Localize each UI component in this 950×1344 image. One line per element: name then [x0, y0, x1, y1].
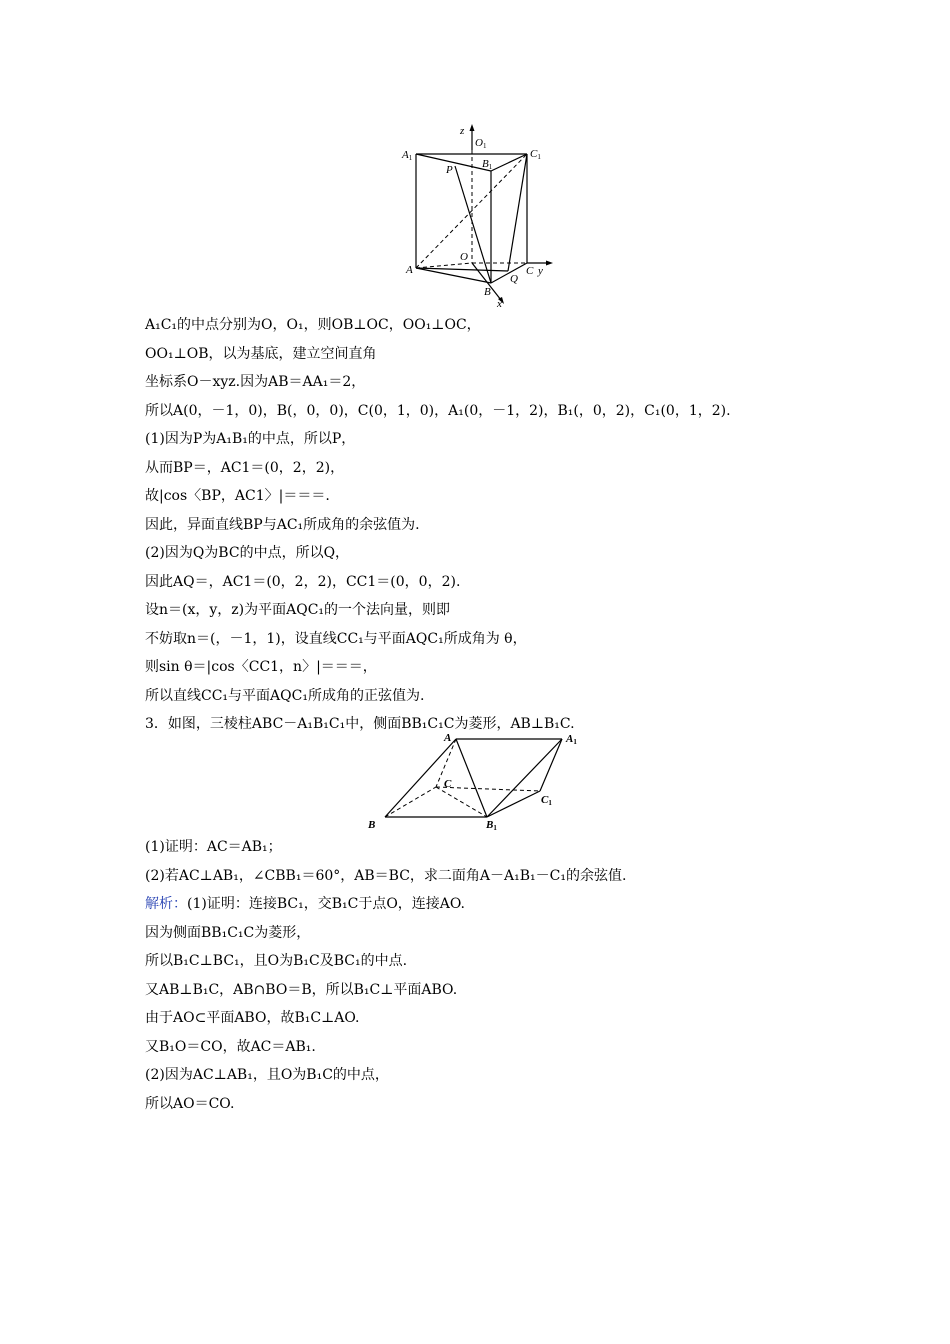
label-P: P [446, 164, 453, 176]
analysis-text: (1)证明：连接BC₁，交B₁C于点O，连接AO. [187, 896, 466, 912]
text-line: 因为侧面BB₁C₁C为菱形， [145, 924, 311, 941]
label-A1: A1 [566, 733, 577, 746]
analysis-line [145, 890, 626, 919]
text-line: 由于AO⊂平面ABO，故B₁C⊥AO. [145, 1010, 360, 1026]
text-line: 所以AO＝CO. [145, 1095, 235, 1112]
text-line: 所以A(0，－1，0)，B(，0，0)，C(0，1，0)，A₁(0，－1，2)，B₁(，0，2)，C₁(0，1，2). [145, 402, 731, 419]
label-C: C [444, 778, 452, 790]
text-line: 不妨取n＝(，－1，1)，设直线CC₁与平面AQC₁所成角为 θ， [145, 630, 527, 647]
text-line: 所以B₁C⊥BC₁，且O为B₁C及BC₁的中点. [145, 953, 408, 969]
text-line: 因此AQ＝，AC1＝(0，2，2)，CC1＝(0，0，2). [145, 573, 461, 590]
label-C1: C1 [541, 794, 552, 807]
text-line: (2)因为Q为BC的中点，所以Q， [145, 545, 350, 561]
prism-coordinate-figure [395, 118, 560, 313]
label-C: C [526, 265, 534, 277]
text-line: 所以直线CC₁与平面AQC₁所成角的正弦值为. [145, 687, 425, 704]
text-line: 则sin θ＝|cos〈CC1，n〉|＝＝＝， [145, 659, 377, 675]
label-y: y [538, 265, 543, 277]
problem-3-statement: 3．如图，三棱柱ABC－A₁B₁C₁中，侧面BB₁C₁C为菱形，AB⊥B₁C. [145, 716, 575, 732]
label-z: z [460, 125, 465, 137]
label-A1: A1 [402, 149, 413, 162]
text-line: 故|cos〈BP，AC1〉|＝＝＝. [145, 488, 330, 504]
label-x: x [497, 298, 502, 310]
text-line: A₁C₁的中点分别为O，O₁，则OB⊥OC，OO₁⊥OC， [145, 317, 481, 333]
prism2-figure-svg [365, 728, 590, 833]
analysis-label: 解析： [145, 896, 187, 912]
label-B1: B1 [486, 819, 497, 832]
text-line: 坐标系O－xyz.因为AB＝AA₁＝2， [145, 374, 366, 390]
label-A: A [444, 732, 452, 744]
solution-text-part2 [145, 833, 626, 1118]
label-Q: Q [510, 273, 518, 285]
label-B: B [368, 819, 376, 831]
triangular-prism-figure [365, 728, 590, 833]
label-O: O [460, 251, 468, 263]
label-A: A [406, 264, 413, 276]
text-line: 又B₁O＝CO，故AC＝AB₁. [145, 1038, 316, 1055]
label-B: B [484, 286, 491, 298]
question-2: (2)若AC⊥AB₁，∠CBB₁＝60°，AB＝BC，求二面角A－A₁B₁－C₁的余弦值. [145, 867, 627, 884]
prism-figure-svg [395, 118, 560, 313]
label-B1: B1 [482, 158, 493, 171]
text-line: 从而BP＝，AC1＝(0，2，2)， [145, 459, 345, 476]
text-line: OO₁⊥OB，以为基底，建立空间直角 [145, 345, 377, 362]
text-line: 又AB⊥B₁C，AB∩BO＝B，所以B₁C⊥平面ABO. [145, 981, 458, 998]
label-O1: O1 [475, 137, 487, 150]
label-C1: C1 [530, 148, 541, 161]
text-line: 因此，异面直线BP与AC₁所成角的余弦值为. [145, 516, 420, 533]
solution-text-part1 [145, 311, 731, 739]
text-line: (1)因为P为A₁B₁的中点，所以P， [145, 431, 356, 447]
text-line: (2)因为AC⊥AB₁，且O为B₁C的中点， [145, 1067, 389, 1083]
question-1: (1)证明：AC＝AB₁； [145, 839, 282, 855]
text-line: 设n＝(x，y，z)为平面AQC₁的一个法向量，则即 [145, 602, 451, 618]
